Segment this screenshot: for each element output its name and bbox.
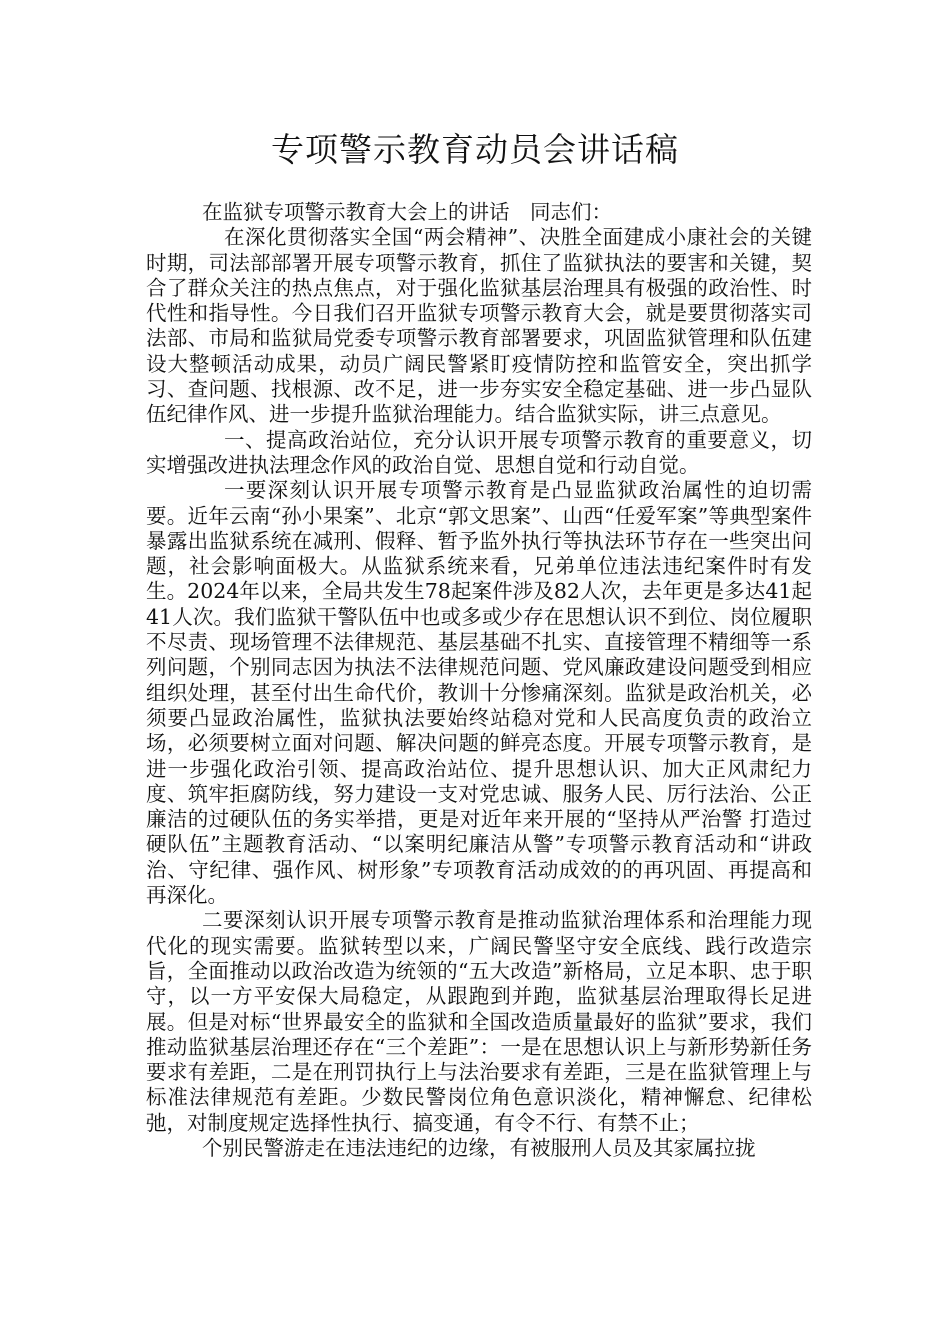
paragraph-point-2: 二要深刻认识开展专项警示教育是推动监狱治理体系和治理能力现代化的现实需要。监狱转型以来，广阔民警坚守安全底线、践行改造宗旨，全面推动以政治改造为统领的“五大改造”新格局，立足本职、忠于职守，以一方平安保大局稳定，从跟跑到并跑，监狱基层治理取得长足进展。但是对标“世界最安全的监狱和全国改造质量最好的监狱”要求，我们推动监狱基层治理还存在“三个差距”：一是在思想认识上与新形势新任务要求有差距，二是在刑罚执行上与法治要求有差距，三是在监狱管理上与标准法律规范有差距。少数民警岗位角色意识淡化，精神懈怠、纪律松弛，对制度规定选择性执行、搞变通，有令不行、有禁不止； [146, 908, 812, 1135]
paragraph-point-1: 一要深刻认识开展专项警示教育是凸显监狱政治属性的迫切需要。近年云南“孙小果案”、北京“郭文思案”、山西“任爱军案”等典型案件暴露出监狱系统在减刑、假释、暂予监外执行等执法环节存在一些突出问题，社会影响面极大。从监狱系统来看，兄弟单位违法违纪案件时有发生。2024年以来，全局共发生78起案件涉及82人次，去年更是多达41起41人次。我们监狱干警队伍中也或多或少存在思想认识不到位、岗位履职不尽责、现场管理不法律规范、基层基础不扎实、直接管理不精细等一系列问题，个别同志因为执法不法律规范问题、党风廉政建设问题受到相应组织处理，甚至付出生命代价，教训十分惨痛深刻。监狱是政治机关，必须要凸显政治属性，监狱执法要始终站稳对党和人民高度负责的政治立场，必须要树立面对问题、解决问题的鲜亮态度。开展专项警示教育，是进一步强化政治引领、提高政治站位、提升思想认识、加大正风肃纪力度、筑牢拒腐防线，努力建设一支对党忠诚、服务人民、厉行法治、公正廉洁的过硬队伍的务实举措，更是对近年来开展的“坚持从严治警 打造过硬队伍”主题教育活动、“以案明纪廉洁从警”专项警示教育活动和“讲政治、守纪律、强作风、树形象”专项教育活动成效的的再巩固、再提高和再深化。 [146, 478, 812, 908]
paragraph-continuation: 个别民警游走在违法违纪的边缘，有被服刑人员及其家属拉拢 [202, 1135, 756, 1160]
document-title: 专项警示教育动员会讲话稿 [271, 130, 679, 169]
paragraph-salutation: 在监狱专项警示教育大会上的讲话 同志们： [202, 200, 612, 224]
paragraph-intro: 在深化贯彻落实全国“两会精神”、决胜全面建成小康社会的关键时期，司法部部署开展专项警示教育，抓住了监狱执法的要害和关键，契合了群众关注的热点焦点，对于强化监狱基层治理具有极强的政治性、时代性和指导性。今日我们召开监狱专项警示教育大会，就是要贯彻落实司法部、市局和监狱局党委专项警示教育部署要求，巩固监狱管理和队伍建设大整顿活动成果，动员广阔民警紧盯疫情防控和监管安全，突出抓学习、查问题、找根源、改不足，进一步夯实安全稳定基础、进一步凸显队伍纪律作风、进一步提升监狱治理能力。结合监狱实际，讲三点意见。 [146, 225, 812, 427]
paragraph-section-heading-1: 一、提高政治站位，充分认识开展专项警示教育的重要意义，切实增强改进执法理念作风的政治自觉、思想自觉和行动自觉。 [146, 427, 812, 477]
document-body [146, 200, 812, 1161]
